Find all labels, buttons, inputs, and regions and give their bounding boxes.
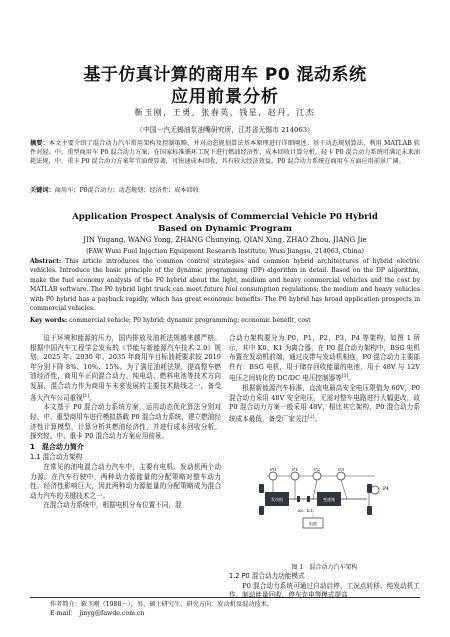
label-battery: 电池 bbox=[309, 521, 317, 526]
label-p3: P3 bbox=[338, 468, 344, 473]
label-gearbox: 变速箱 bbox=[323, 497, 335, 502]
keywords-en bbox=[30, 317, 420, 324]
motor-p0-icon bbox=[269, 472, 277, 480]
abstract-cn bbox=[30, 139, 420, 167]
footnote-divider bbox=[30, 597, 420, 598]
title-en-line2: Based on Dynamic Program bbox=[158, 224, 292, 234]
body-paragraph bbox=[229, 384, 420, 425]
citation-ref: [2] bbox=[308, 414, 315, 420]
motor-p3-icon bbox=[337, 472, 345, 480]
body-left-column bbox=[30, 334, 221, 511]
authors-cn: 靳玉刚，王勇，张春英，钱星，赵丹，江杰 bbox=[134, 108, 316, 117]
label-k1: K1 bbox=[307, 508, 313, 513]
wheel-front-right-icon bbox=[259, 506, 264, 515]
section-heading: 1 混合动力简介 bbox=[30, 442, 84, 451]
abstract-cn-text: 本文主要介绍了混合动力汽车常用架构及控制策略，并对动态规划算法基本原理进行详细阐述。基于动态规划算法，利用 MATLAB 软件对轻、中、重型商用车 P0 混合动力方案，在国家标准循环工况下进行燃油经济性、成本回收计算分析。轻卡 P0 混合动力系统可满足未来油耗法规，中、重卡 P0 混合动力方案年节油费显著，可快速成本回收，具有较大经济效益。P0 混合动力系统在商用车方面应用前景广阔。 bbox=[30, 140, 420, 166]
wheel-front-left-icon bbox=[259, 484, 264, 493]
affiliation-en: (FAW Wuxi Fuel Injection Equipment Research Institute, Wuxi Jiangsu, 214063, China) bbox=[86, 248, 364, 255]
body-paragraph: 本文基于 P0 混合动力系统方案，运用动态优化算法分别对轻、中、重型商用车进行模拟搭载 P0 混合动力系统，建立燃油经济性计算模型，计算分析其燃油经济性，并进行成本回收分析。探究轻、中、重卡 P0 混合动力方案应用前景。 bbox=[30, 403, 221, 441]
keywords-cn-label: 关键词： bbox=[30, 187, 55, 194]
paper-title-line1: 基于仿真计算的商用车 P0 混动系统 bbox=[83, 65, 367, 85]
body-right-column bbox=[229, 334, 420, 425]
wheel-rear-right-icon bbox=[367, 506, 372, 515]
abstract-en bbox=[30, 257, 420, 313]
rc-p1-tail: 。 bbox=[348, 374, 355, 383]
label-k0: K0 bbox=[298, 508, 304, 513]
subsection-heading: 1.1 混合动力架构 bbox=[30, 453, 83, 462]
body-paragraph bbox=[229, 334, 420, 384]
keywords-en-label: Key words: bbox=[30, 317, 68, 324]
author-bio: 作者简介：靳玉刚（1988－），男，硕士研究生，研究方向：发动机及混动技术。 bbox=[50, 601, 274, 608]
body-paragraph: 在常见的油电混合动力汽车中，主要有电机、发动机两个动力源。在汽车行驶中，两种动力源能量的分配策略对整车动力性、经济性影响巨大，因此两种动力源能量的分配策略成为混合动力汽车的关键技术之一。 bbox=[30, 462, 221, 500]
rc-p1-text: 合动力架构要分为 P0，P1，P2，P3，P4 等架构，如图 1 所示，其中 K0、K1 为离合器，在 P0 混合动力架构中，BSG 电机布置在发动机前端，通过皮带与发动机相连，P0 混合动力主要部件有：BSG 电机，用于储存回收能量的电池，用于 48V 与 12V 电压之间转化的 DC/DC 电压控制器等 bbox=[229, 334, 420, 383]
authors-en: JIN Yugang, WANG Yong, ZHANG Chunying, QIAN Xing, ZHAO Zhou, JIANG Jie bbox=[83, 236, 367, 244]
citation-ref: [1] bbox=[82, 393, 90, 399]
abstract-en-text: This article introduces the common control strategies and common hybrid architectures of hybrid electric vehicles. Introduce the basic principle of the dynamic programming (DP) algorithm in detail. Based on the DP algorithm, make the fuel economy analysis of the P0 hybrid about the light, medium and heavy commercial vehicles and the cost by MATLAB software. The P0 hybrid light truck can meet future fuel consumption regulations; the medium and heavy vehicles with P0 hybrid has a payback rapidly, which has great economic benefits. The P0 hybrid has broad application prospects in commercial vehicles. bbox=[30, 258, 420, 313]
architecture-diagram bbox=[255, 468, 395, 536]
keywords-cn-text: 商用车；P0混合动力；动态规划；经济性；成本回收 bbox=[54, 187, 199, 194]
intro-text: 迫于环境和能源的压力，国内排放及油耗法规越来越严格。根据中国汽车工程学会发布的《节能与新能源汽车技术 2.0》规划，2025 年、2030 年、2035 年商用车目标油耗要求较 2019 年分别下降 8%、10%、15%。为了满足油耗法规，提高整车燃油经济性，商用车正向混合动力、纯电动、燃料电池等技术方向发展，混合动力作为商用车未来发展的主要技术路线之一，备受各大汽车公司重视 bbox=[30, 334, 221, 402]
wheel-rear-left-icon bbox=[367, 484, 372, 493]
label-p4: P4 bbox=[383, 487, 389, 492]
p2-link bbox=[313, 480, 317, 499]
keywords-cn bbox=[30, 185, 420, 194]
motor-p2-icon bbox=[313, 472, 321, 480]
paper-title-line2: 应用前景分析 bbox=[171, 87, 279, 107]
citation-ref: [3] bbox=[341, 374, 349, 380]
title-en-line1: Application Prospect Analysis of Commercial Vehicle P0 Hybrid bbox=[72, 212, 378, 222]
rc-p2-tail: 。 bbox=[314, 415, 322, 424]
hybrid-architecture-figure bbox=[255, 468, 395, 536]
figure-caption: 图 1 混合动力汽车架构 bbox=[291, 564, 358, 571]
label-p2: P2 bbox=[314, 468, 320, 473]
abstract-en-label: Abstract: bbox=[30, 258, 62, 265]
affiliation-cn: （中国一汽无锡油泵油嘴研究所，江苏省无锡市 214063） bbox=[136, 126, 314, 134]
subsection-heading: 1.2 P0 混合动力功能模式 bbox=[229, 572, 305, 580]
intro-tail: 。 bbox=[89, 393, 96, 402]
p3-link bbox=[341, 480, 347, 499]
label-engine: 发动机 bbox=[271, 497, 283, 502]
author-email: E-mail： jinyg@fawde.com.cn bbox=[50, 610, 145, 617]
label-p1: P1 bbox=[292, 468, 298, 473]
abstract-cn-label: 摘要： bbox=[30, 140, 49, 147]
motor-p1-icon bbox=[291, 472, 299, 480]
motor-p4-icon bbox=[371, 486, 379, 494]
author-footnote bbox=[50, 600, 430, 618]
intro-paragraph bbox=[30, 334, 221, 403]
keywords-en-text: commercial vehicle; P0 hybrid; dynamic programming; economic benefit, cost bbox=[69, 317, 311, 324]
rc-p2-text: 根据新能源汽车标准，直流电最高安全电压限值为 60V，P0 混合动力采用 48V 安全电压，无需对整车电路进行大幅更改，故 P0 混合动力方案一般采用 48V，相比其它架构，P0 混合动力系统成本最低，备受厂家关注 bbox=[229, 384, 420, 424]
body-paragraph: 在混合动力系统中，根据电机分布位置不同，混 bbox=[43, 501, 182, 510]
label-p0: P0 bbox=[270, 468, 276, 473]
body-paragraph: P0 混合动力系统可通过自动启停、工况点转移、纯发动机工作、制动能量回收、停车充电等模式提高 bbox=[229, 581, 420, 600]
